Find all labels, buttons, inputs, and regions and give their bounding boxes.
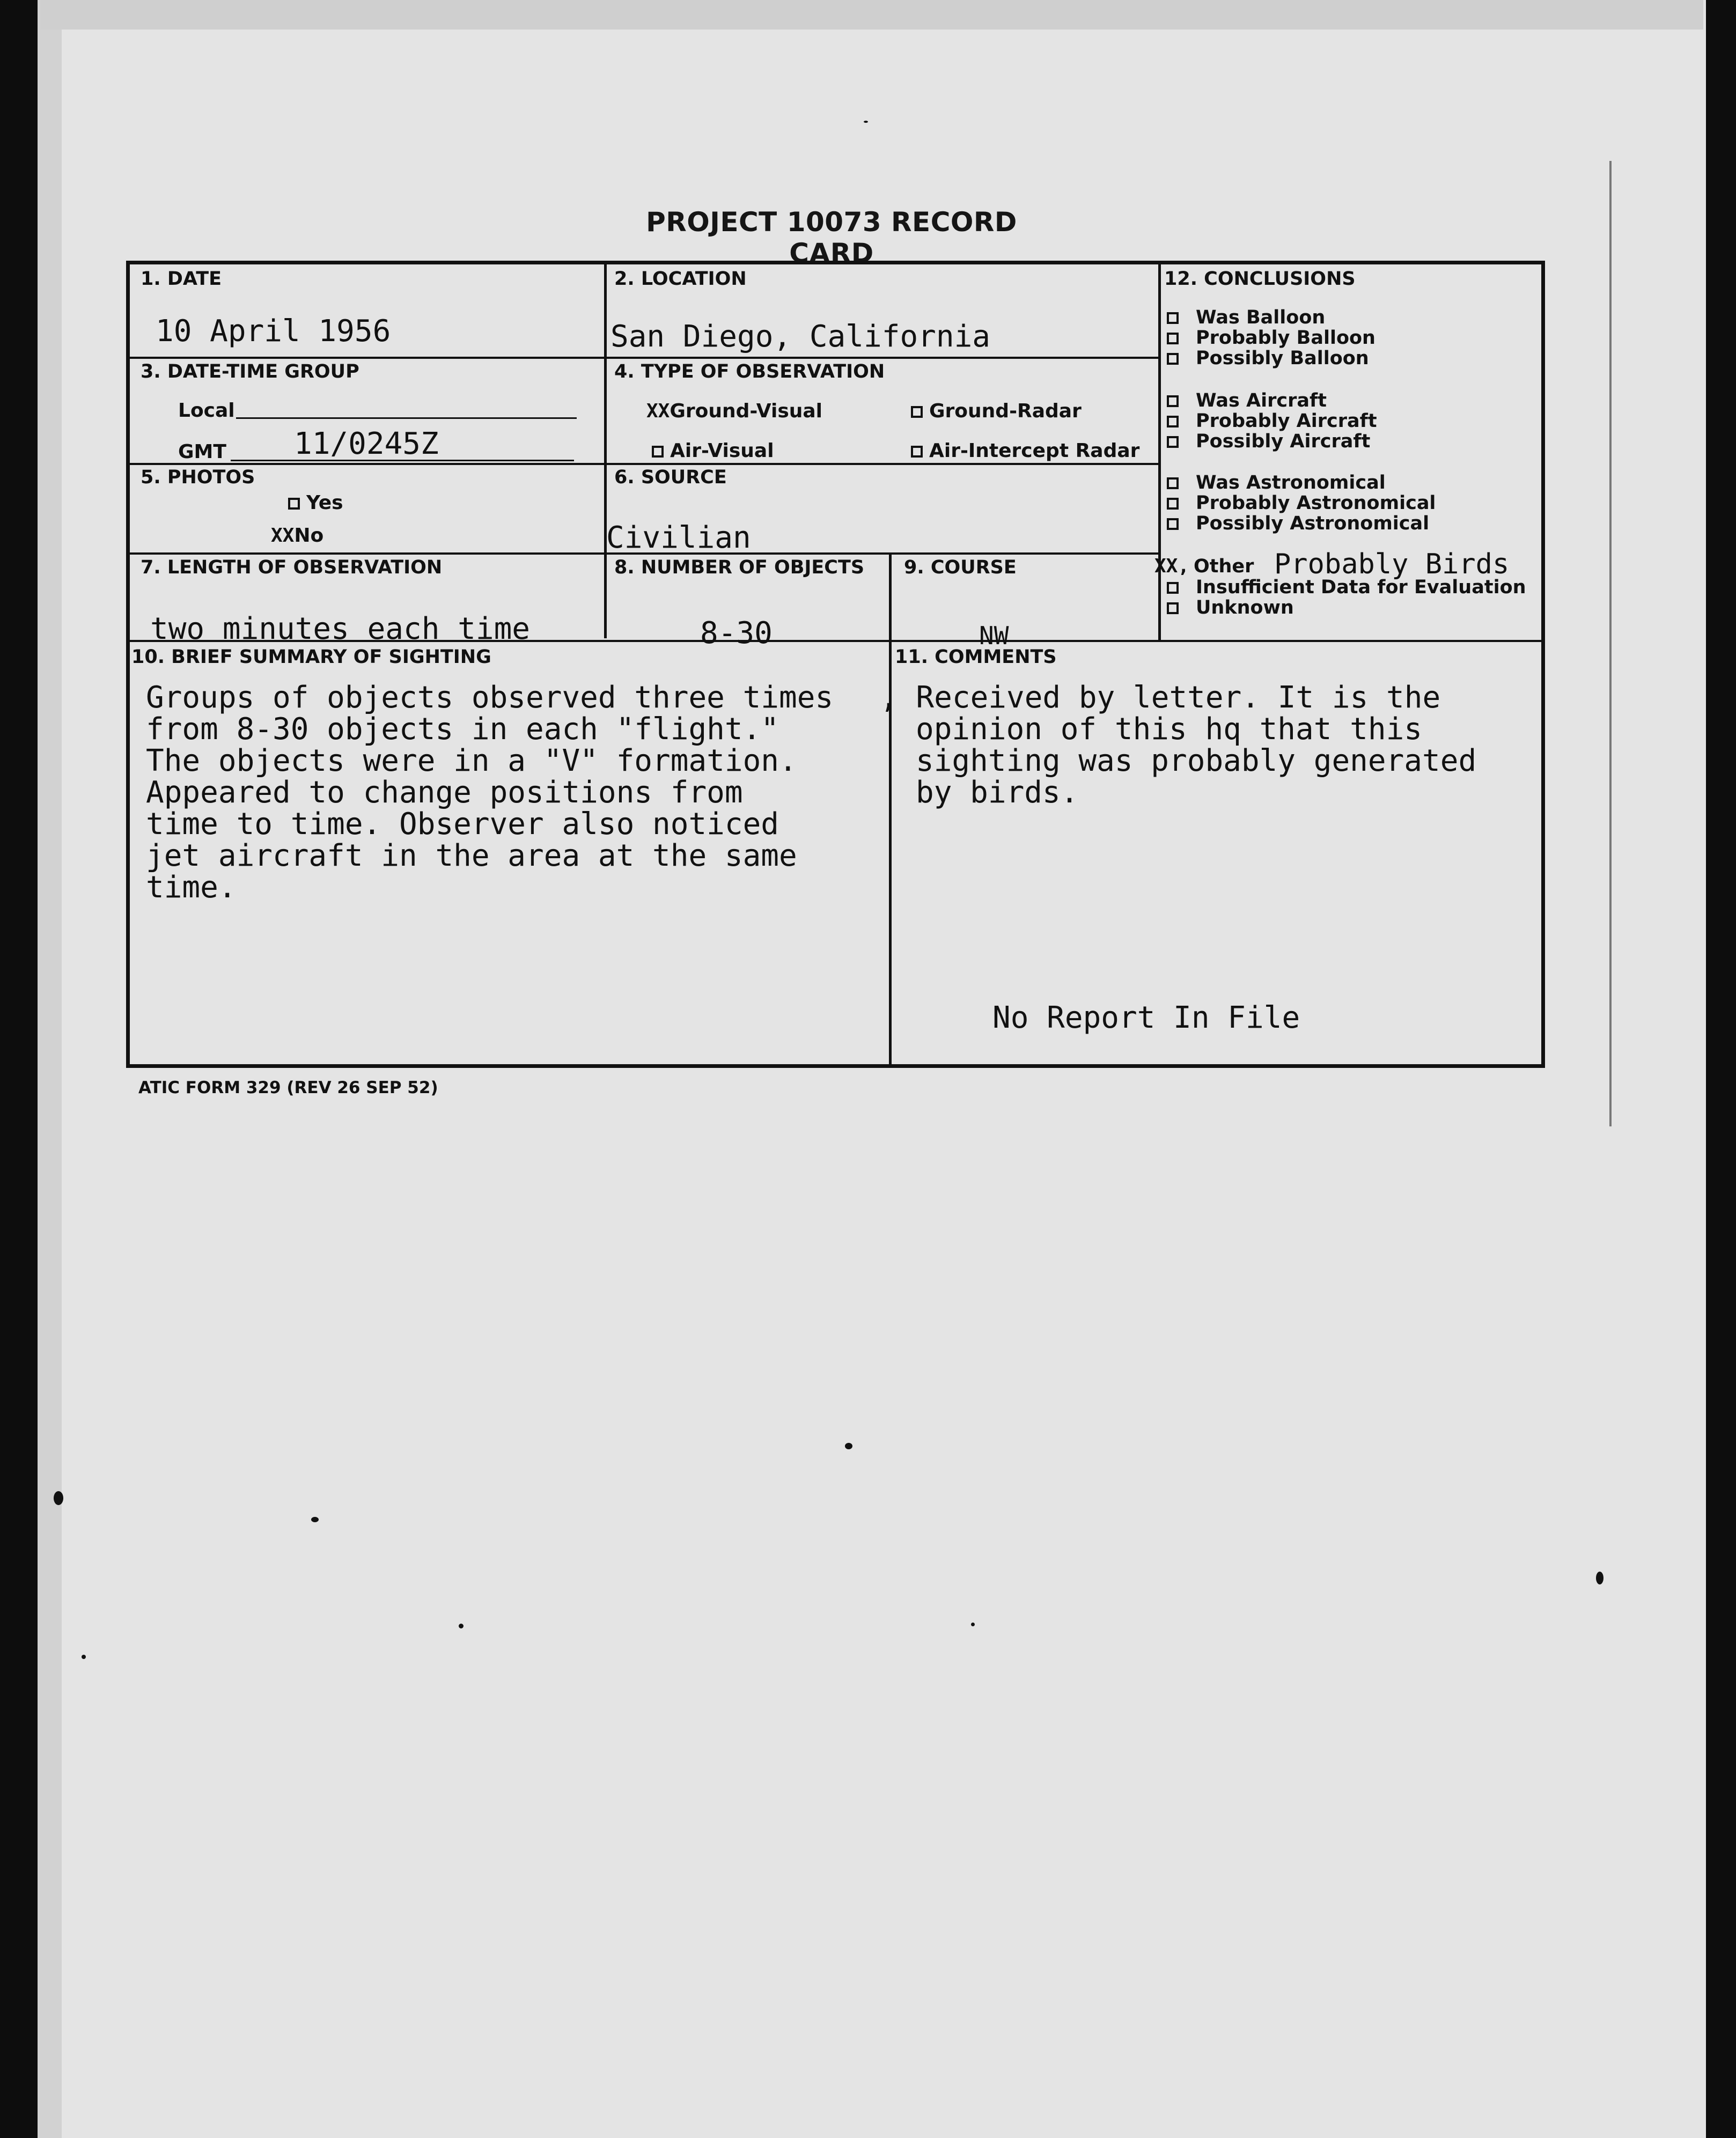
source-value: Civilian: [606, 520, 751, 555]
photos-no-label: No: [294, 525, 324, 547]
conclusion-item: [1167, 348, 1369, 369]
checkbox-icon: [1167, 333, 1179, 344]
comments-label: 11. COMMENTS: [895, 646, 1057, 668]
summary-line: from 8-30 objects in each "flight.": [146, 712, 779, 747]
conclusion-insufficient: [1167, 577, 1526, 598]
course-label: 9. COURSE: [904, 557, 1017, 578]
gmt-label: GMT: [178, 441, 226, 463]
conclusion-item: [1167, 472, 1386, 493]
divider: [129, 463, 1159, 465]
photos-no-mark: XX: [271, 525, 295, 547]
conclusion-label: Probably Astronomical: [1196, 492, 1436, 514]
source-label: 6. SOURCE: [614, 467, 727, 488]
summary-line: Appeared to change positions from: [146, 775, 743, 810]
date-label: 1. DATE: [141, 268, 222, 290]
air-visual-label: Air-Visual: [670, 440, 774, 462]
conclusion-item: [1167, 327, 1375, 349]
air-visual-option: [652, 440, 774, 462]
conclusion-label: Was Astronomical: [1196, 472, 1386, 493]
comments-line: by birds.: [916, 775, 1079, 810]
checkbox-icon: [1167, 436, 1179, 448]
divider: [129, 357, 1159, 359]
insufficient-label: Insufficient Data for Evaluation: [1196, 577, 1526, 598]
conclusion-label: Probably Balloon: [1196, 327, 1375, 349]
conclusion-item: [1167, 513, 1429, 534]
summary-line: time.: [146, 870, 237, 905]
summary-line: Groups of objects observed three times: [146, 680, 834, 715]
summary-line: jet aircraft in the area at the same: [146, 838, 797, 873]
checkbox-icon: [911, 446, 923, 458]
conclusion-item: [1167, 410, 1377, 432]
scan-speck: [54, 1491, 63, 1505]
conclusion-item: [1167, 390, 1327, 411]
checkbox-icon: [1167, 416, 1179, 427]
air-intercept-radar-label: Air-Intercept Radar: [929, 440, 1140, 462]
scan-speck: [311, 1517, 319, 1522]
scan-speck: [971, 1623, 975, 1626]
conclusion-label: Was Aircraft: [1196, 390, 1327, 411]
scan-speck: [82, 1655, 86, 1659]
length-value: two minutes each time: [150, 611, 531, 646]
ground-visual-label: Ground-Visual: [670, 400, 823, 422]
location-value: San Diego, California: [610, 319, 991, 354]
ground-visual-option: [646, 400, 822, 422]
checkbox-icon: [288, 498, 300, 510]
conclusion-item: [1167, 307, 1325, 328]
length-label: 7. LENGTH OF OBSERVATION: [141, 557, 443, 578]
scan-speck: [1596, 1572, 1603, 1584]
photos-no-option: [271, 525, 323, 547]
observation-type-label: 4. TYPE OF OBSERVATION: [614, 361, 885, 382]
comments-line: opinion of this hq that this: [916, 712, 1423, 747]
objects-value: 8-30: [700, 616, 773, 651]
objects-label: 8. NUMBER OF OBJECTS: [614, 557, 865, 578]
photos-yes-option: [288, 492, 343, 514]
summary-line: The objects were in a "V" formation.: [146, 743, 797, 778]
checkbox-icon: [1167, 312, 1179, 324]
gmt-value: 11/0245Z: [294, 426, 439, 461]
air-intercept-radar-option: [911, 440, 1139, 462]
ground-radar-label: Ground-Radar: [929, 400, 1082, 422]
conclusion-label: Possibly Astronomical: [1196, 513, 1430, 534]
checkbox-icon: [1167, 602, 1179, 614]
scan-speck: [864, 121, 868, 123]
photos-yes-label: Yes: [306, 492, 343, 514]
other-mark: XX,: [1154, 555, 1190, 577]
conclusion-item: [1167, 431, 1370, 452]
local-label: Local: [178, 400, 235, 422]
divider: [1158, 263, 1161, 641]
scan-edge-line: [1609, 161, 1612, 1126]
checkbox-icon: [1167, 518, 1179, 530]
checkbox-icon: [1167, 353, 1179, 365]
conclusion-unknown: [1167, 597, 1294, 618]
form-number: ATIC FORM 329 (REV 26 SEP 52): [138, 1078, 438, 1097]
dtg-label: 3. DATE-TIME GROUP: [141, 361, 359, 382]
photos-label: 5. PHOTOS: [141, 467, 255, 488]
conclusions-label: 12. CONCLUSIONS: [1164, 268, 1356, 290]
checkbox-icon: [1167, 477, 1179, 489]
conclusion-label: Was Balloon: [1196, 307, 1326, 328]
local-underline: [236, 417, 577, 419]
conclusion-label: Possibly Balloon: [1196, 348, 1369, 369]
conclusion-label: Possibly Aircraft: [1196, 431, 1371, 452]
summary-line: time to time. Observer also noticed: [146, 807, 779, 842]
summary-label: 10. BRIEF SUMMARY OF SIGHTING: [131, 646, 491, 668]
checkbox-icon: [652, 446, 664, 458]
comments-note: No Report In File: [992, 1000, 1300, 1035]
divider: [889, 554, 892, 1066]
ground-radar-option: [911, 400, 1082, 422]
checkbox-icon: [1167, 395, 1179, 407]
date-value: 10 April 1956: [156, 314, 391, 349]
other-value: Probably Birds: [1274, 548, 1510, 580]
other-label: Other: [1194, 556, 1254, 577]
divider: [604, 263, 607, 638]
course-value: NW: [979, 621, 1009, 650]
unknown-label: Unknown: [1196, 597, 1294, 618]
scan-speck: [459, 1624, 464, 1628]
conclusion-label: Probably Aircraft: [1196, 410, 1377, 432]
ground-visual-mark: XX: [646, 400, 670, 422]
checkbox-icon: [1167, 582, 1179, 594]
conclusion-item: [1167, 492, 1436, 514]
card-title: PROJECT 10073 RECORD CARD: [646, 207, 1017, 269]
checkbox-icon: [1167, 498, 1179, 510]
comments-line: , Received by letter. It is the: [880, 680, 1441, 715]
scan-speck: [845, 1443, 852, 1449]
location-label: 2. LOCATION: [614, 268, 747, 290]
comments-line: sighting was probably generated: [916, 743, 1477, 778]
conclusion-other: [1154, 555, 1254, 577]
checkbox-icon: [911, 406, 923, 418]
scan-edge: [40, 0, 1703, 30]
